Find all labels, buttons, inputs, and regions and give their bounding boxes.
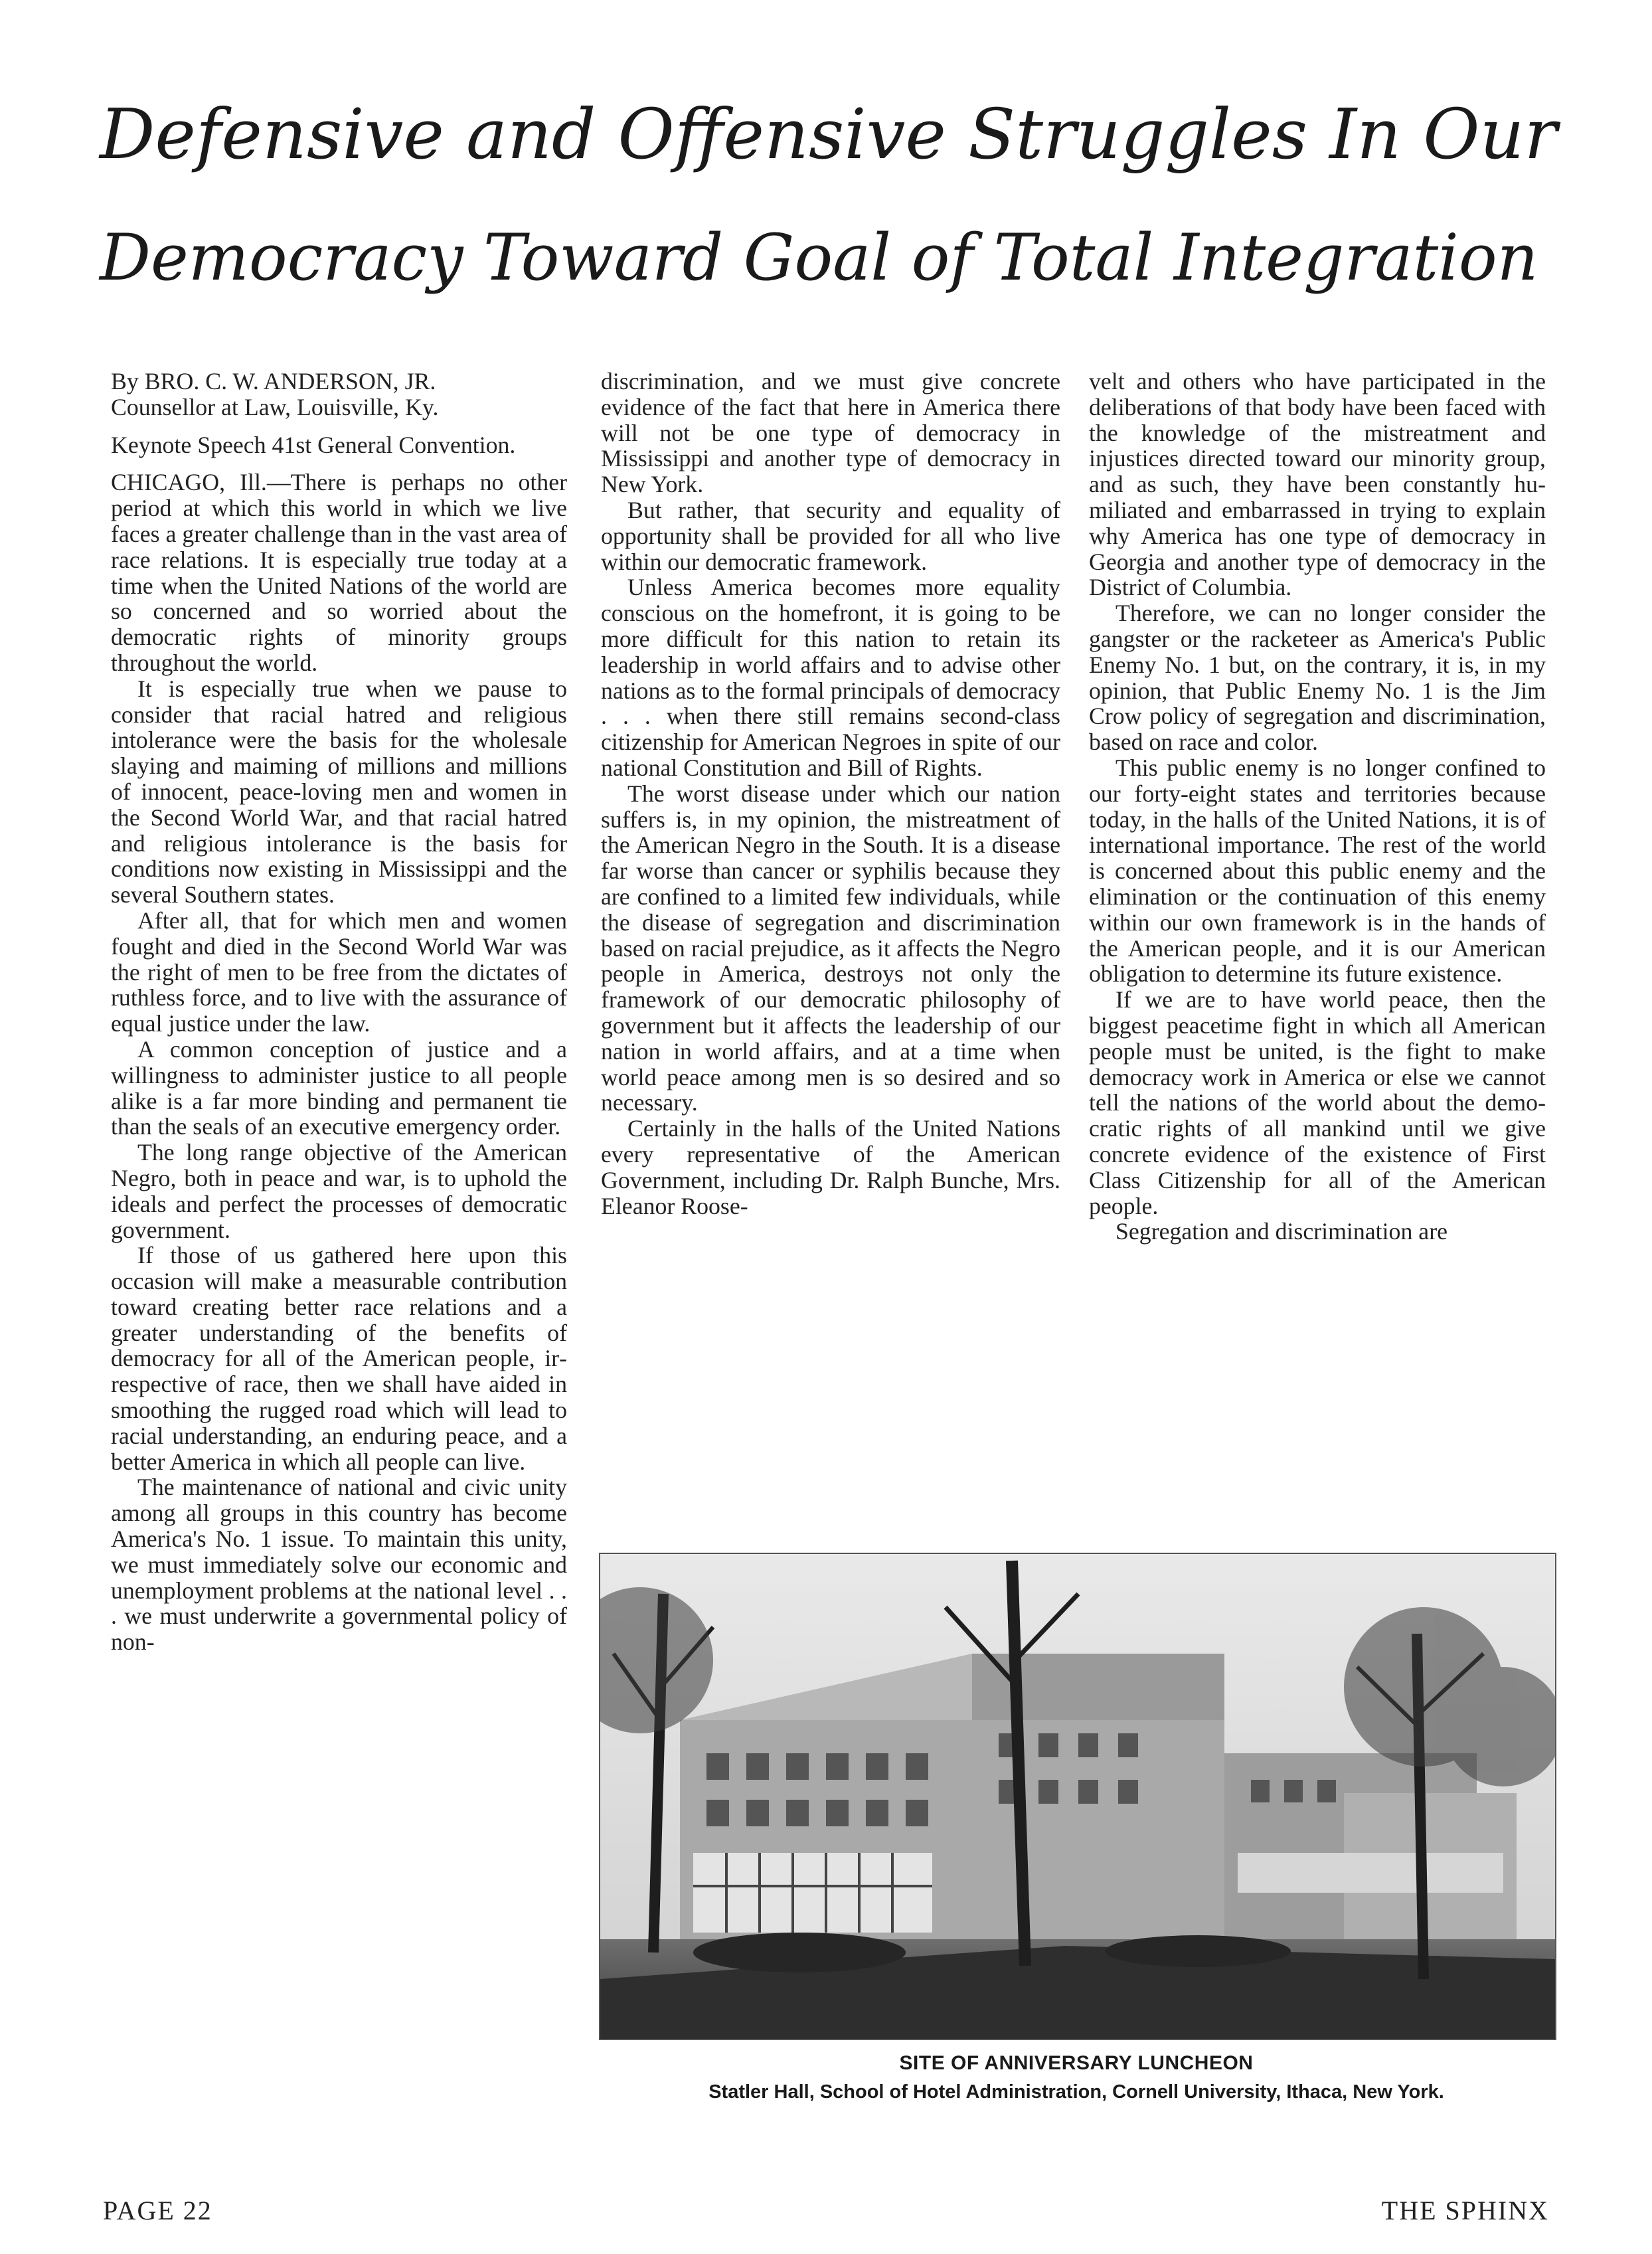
byline: By BRO. C. W. ANDERSON, JR. bbox=[111, 368, 436, 394]
paragraph: The maintenance of national and civic unity among all groups in this country has become America's No. 1 issue. To maintain this unity, we must immediately solve our economic and unemployment problems at the national level . . . we must underwrite a governmental policy of non- bbox=[111, 1474, 567, 1656]
paragraph: If those of us gathered here upon this occasion will make a measurable contribution toward creating better race relations and a greater understanding of the benefits of democracy for all of the American people, irrespective of race, then we shall have aided in smoothing the rugged road which will lead to racial understanding, an enduring peace, and a better America in which all people can live. bbox=[111, 1242, 567, 1475]
paragraph: If we are to have world peace, then the biggest peacetime fight in which all American people must be united, is the fight to make democracy work in America or else we cannot tell the nations of the world about the democratic rights of all mankind until we give concrete evidence of the existence of First Class Citizenship for all of the American people. bbox=[1089, 986, 1546, 1219]
paragraph: Segregation and discrimination are bbox=[1115, 1218, 1448, 1245]
article-column-2 bbox=[601, 369, 1060, 1219]
paragraph: CHICAGO, Ill.—There is perhaps no other period at which this world in which we live faces a greater challenge than in the vast area of race relations. It is especially true today at a time when the United Nations of the world are so concerned and so worried about the democratic rights of minority groups throughout the world. bbox=[111, 469, 567, 676]
page-number: PAGE 22 bbox=[103, 2196, 212, 2225]
paragraph: After all, that for which men and women fought and died in the Second World War was the right of men to be free from the dictates of ruthless force, and to live with the assurance of equal justice under the law. bbox=[111, 907, 567, 1037]
paragraph: Certainly in the halls of the United Nations every representative of the American Government, including Dr. Ralph Bunche, Mrs. Eleanor Roose- bbox=[601, 1115, 1060, 1219]
paragraph: The worst disease under which our nation suffers is, in my opinion, the mistreatment of the American Negro in the South. It is a disease far worse than cancer or syphilis because they are confined to a limited few individuals, while the disease of segregation and discrimination based on racial prejudice, as it affects the Negro people in America, destroys not only the framework of our democratic philosophy of government but it affects the leadership of our nation in world affairs, and at a time when world peace among men is so desired and so necessary. bbox=[601, 780, 1060, 1116]
magazine-name: THE SPHINX bbox=[1381, 2196, 1549, 2225]
article-title-line-1: Defensive and Offensive Struggles In Our bbox=[100, 94, 1558, 175]
paragraph: discrimination, and we must give concrete evidence of the fact that here in America there will not be one type of democracy in Mississippi and another type of democracy in New York. bbox=[601, 368, 1060, 498]
paragraph: A common conception of justice and a willingness to administer justice to all people alike is a far more binding and permanent tie than the seals of an executive emergency order. bbox=[111, 1035, 567, 1140]
statler-hall-photo bbox=[600, 1554, 1555, 2039]
paragraph: Unless America becomes more equality conscious on the homefront, it is going to be more difficult for this nation to retain its leadership in world affairs and to advise other nations as to the formal principals of democracy . . . when there still remains second-class citizenship for American Negroes in spite of our national Constitution and Bill of Rights. bbox=[601, 574, 1060, 781]
article-title-line-2: Democracy Toward Goal of Total Integration bbox=[100, 220, 1538, 295]
article-column-1 bbox=[111, 369, 567, 1655]
paragraph: Therefore, we can no longer consider the gangster or the racketeer as America's Public Enemy No. 1 but, on the contrary, it is, in my opinion, that Public Enemy No. 1 is the Jim Crow policy of segregation and discrimination, based on race and color. bbox=[1089, 600, 1546, 756]
paragraph: It is especially true when we pause to consider that racial hatred and religious intolerance were the basis for the wholesale slaying and maiming of millions and millions of innocent, peace-loving men and women in the Second World War, and that racial hatred and religious intolerance is the basis for conditions now existing in Mississippi and the several Southern states. bbox=[111, 675, 567, 909]
paragraph: This public enemy is no longer confined to our forty-eight states and territories because today, in the halls of the United Nations, it is of international importance. The rest of the world is concerned about this public enemy and the elimination or the continuation of this enemy within our own framework is in the hands of the American people, and it is our American obligation to determine its future existence. bbox=[1089, 754, 1546, 988]
photo-caption-subtitle: Statler Hall, School of Hotel Administration, Cornell University, Ithaca, New York. bbox=[708, 2081, 1444, 2103]
paragraph: The long range objective of the American Negro, both in peace and war, is to uphold the ideals and perfect the processes of democratic government. bbox=[111, 1139, 567, 1243]
paragraph: But rather, that security and equality of opportunity shall be provided for all who live within our democratic framework. bbox=[601, 496, 1060, 575]
speech-occasion: Keynote Speech 41st General Convention. bbox=[111, 431, 516, 458]
photo-caption-title: SITE OF ANNIVERSARY LUNCHEON bbox=[899, 2052, 1254, 2074]
article-column-3 bbox=[1089, 369, 1546, 1245]
building-photo bbox=[599, 1553, 1556, 2040]
paragraph: velt and others who have participated in the deliberations of that body have been faced with the knowledge of the mistreatment and injustices directed toward our minority group, and as such, they have been constantly humiliated and embarrassed in trying to explain why America has one type of democracy in Georgia and another type of democracy in the District of Columbia. bbox=[1089, 368, 1546, 601]
author-affiliation: Counsellor at Law, Louisville, Ky. bbox=[111, 393, 439, 420]
